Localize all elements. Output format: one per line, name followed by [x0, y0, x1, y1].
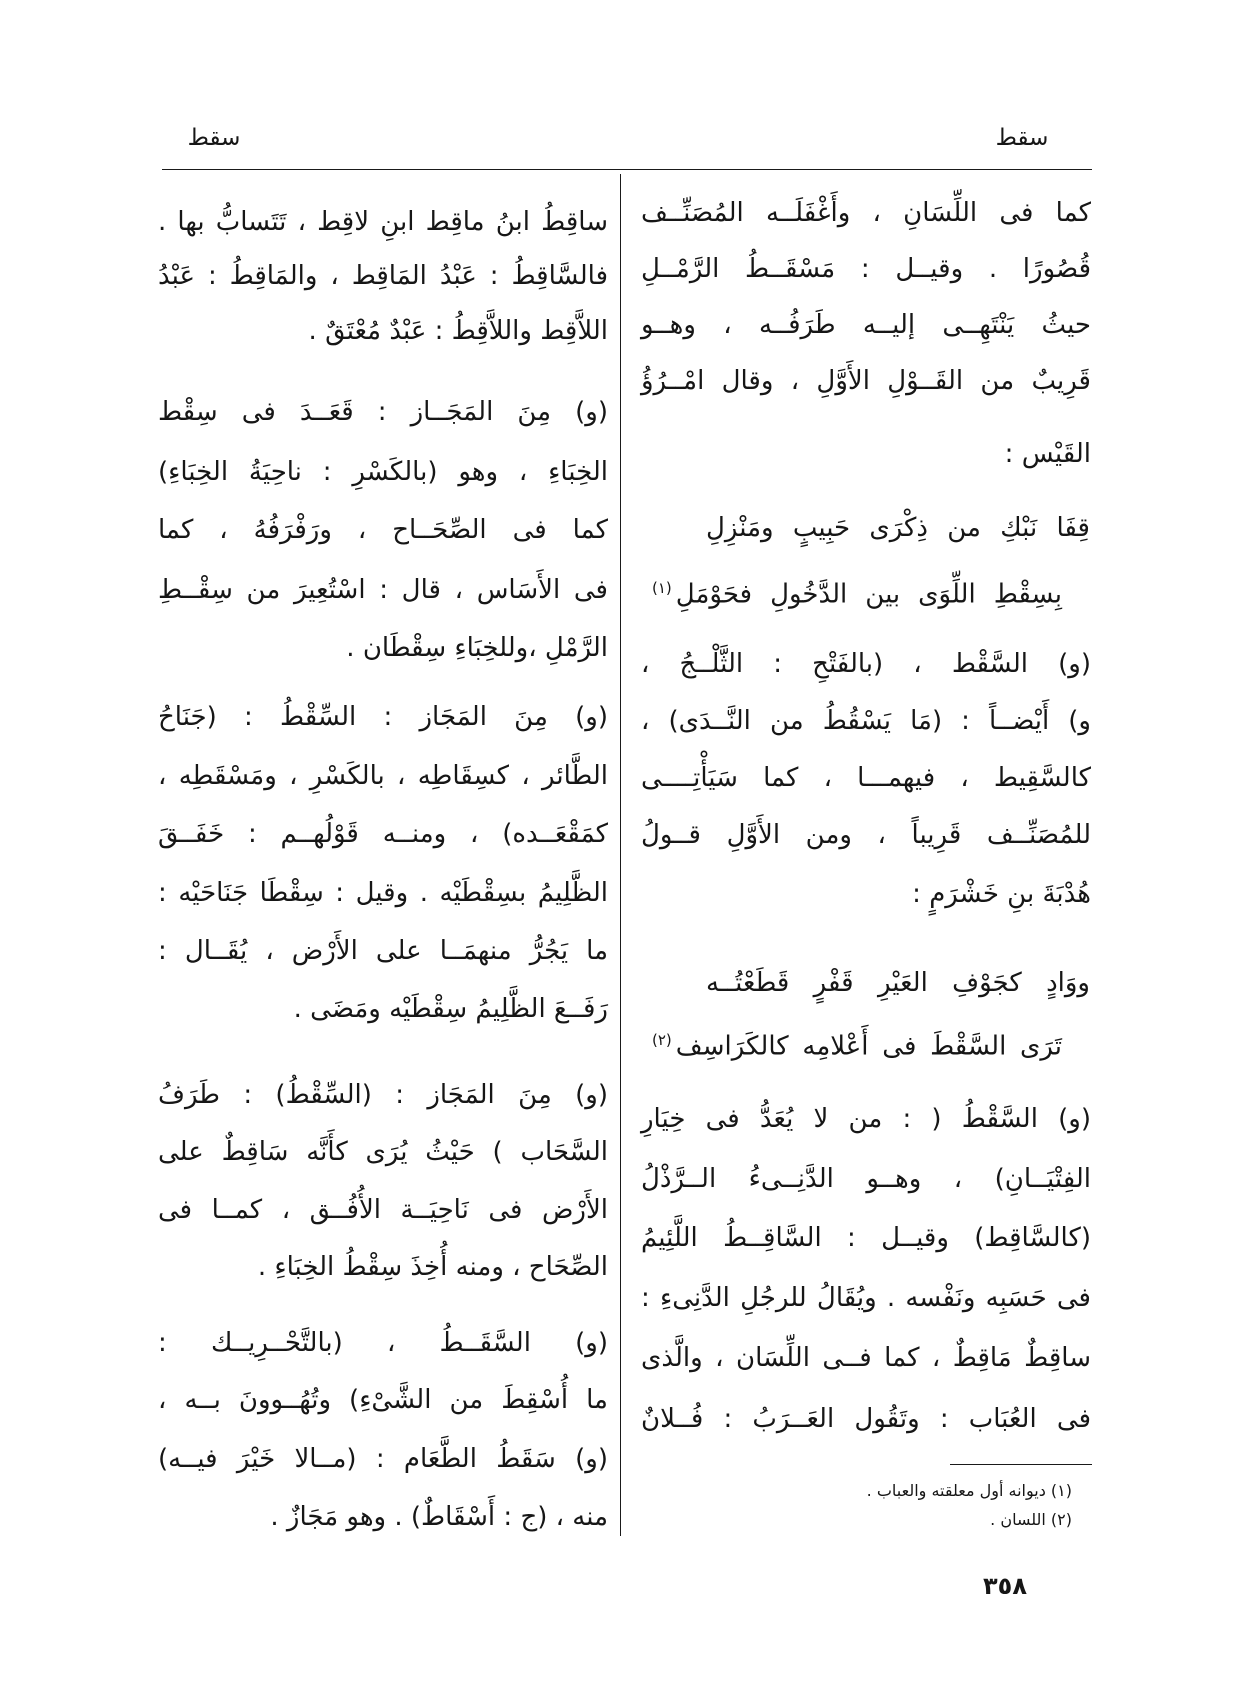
text-line: الصِّحَاح ، ومنه أُخِذَ سِقْطُ الخِبَاءِ . — [257, 1252, 608, 1282]
text-line: و) أَيْضــاً : (مَا يَسْقُطُ من النَّــدَى) ، — [641, 706, 1091, 736]
text-line: قُصُورًا . وقيــل : مَسْقَــطُ الرَّمْــلِ — [641, 254, 1091, 284]
text-line: ما أُسْقِطَ من الشَّىْءِ) وتُهُــوونَ بــه ، — [158, 1385, 608, 1415]
text-line: فالسَّاقِطُ : عَبْدُ المَاقِط ، والمَاقِطُ : عَبْدُ — [158, 261, 608, 291]
text-line: (و) مِنَ المَجَاز : (السِّقْطُ) : طَرَفُ — [158, 1080, 608, 1110]
text-line: (و) السَّقْطُ ( : من لا يُعَدُّ فى خِيَارِ — [641, 1104, 1091, 1134]
text-line: (و) مِنَ المَجَــاز : قَعَــدَ فى سِقْط — [158, 397, 608, 427]
text-line: ساقِطُ ابنُ ماقِط ابنِ لاقِط ، تَتَسابُّ بها . — [158, 207, 608, 237]
text-line: كمَقْعَــده) ، ومنــه قَوْلُهــم : خَفَــقَ — [158, 819, 608, 849]
text-line: القَيْس : — [1004, 439, 1091, 469]
text-line: الظَّلِيمُ بسِقْطَيْه . وقيل : سِقْطَا جَنَاحَيْه : — [158, 878, 608, 908]
text-line: فى حَسَبِه ونَفْسه . ويُقَالُ للرجُلِ الدَّنِىءِ : — [641, 1283, 1091, 1313]
text-line: السَّحَاب ) حَيْثُ يُرَى كأَنَّه سَاقِطٌ على — [158, 1137, 608, 1167]
text-line: ساقِطٌ مَاقِطٌ ، كما فــى اللِّسَان ، والَّذى — [641, 1343, 1091, 1373]
text-line: الفِتْيَــانِ) ، وهــو الدَّنِــىءُ الــرَّذْلُ — [641, 1164, 1091, 1194]
text-line: الرَّمْلِ ،وللخِبَاءِ سِقْطَان . — [346, 633, 608, 663]
text-line: كالسَّقِيط ، فيهمـــا ، كما سَيَأْتِــــى — [641, 763, 1091, 793]
text-line: (و) السَّقَــطُ ، (بالتَّحْــرِيــك : — [158, 1328, 608, 1358]
text-line: اللاَّقِط واللاَّقِطُ : عَبْدٌ مُعْتَقٌ . — [308, 316, 608, 346]
text-line: الأَرْض فى نَاحِيَــة الأُفُــق ، كمــا فى — [158, 1195, 608, 1225]
text-line: كما فى الصِّحَــاح ، ورَفْرَفُهُ ، كما — [158, 515, 608, 545]
footnote-marker: (٢) — [652, 1031, 672, 1049]
text-line: قَرِيبٌ من القَــوْلِ الأَوَّلِ ، وقال امْــرُؤُ — [641, 366, 1091, 396]
text-line: ما يَجُرُّ منهمَــا على الأَرْض ، يُقَــال : — [158, 936, 608, 966]
text-line: كما فى اللِّسَانِ ، وأَغْفَلَــه المُصَنِّــف — [641, 198, 1091, 228]
verse-hemistich-first: ووَادٍ كجَوْفِ العَيْرِ قَفْرٍ قَطَعْتُــه — [706, 968, 1090, 998]
verse-text: بِسِقْطِ اللِّوَى بين الدَّخُولِ فحَوْمَلِ — [675, 579, 1062, 610]
text-line: حيثُ يَنْتَهِــى إليــه طَرَفُــه ، وهــو — [641, 310, 1091, 340]
footnote-marker: (١) — [652, 579, 672, 597]
text-line: هُدْبَةَ بنِ خَشْرَمٍ : — [912, 879, 1091, 909]
text-line: للمُصَنِّــف قَرِيباً ، ومن الأَوَّلِ قــولُ — [641, 820, 1091, 850]
running-head-left: سقط — [187, 125, 241, 151]
text-line: فى الأَسَاس ، قال : اسْتُعِيرَ من سِقْــطِ — [158, 575, 608, 605]
text-line: (و) مِنَ المَجَاز : السِّقْطُ : (جَنَاحُ — [158, 702, 608, 732]
header-rule — [162, 169, 1092, 170]
text-line: فى العُبَاب : وتَقُول العَــرَبُ : فُــلانٌ — [641, 1404, 1091, 1434]
verse-hemistich-first: قِفَا نَبْكِ من ذِكْرَى حَبِيبٍ ومَنْزِلِ — [706, 513, 1090, 543]
page-number: ٣٥٨ — [983, 1572, 1027, 1600]
text-line: الخِبَاءِ ، وهو (بالكَسْرِ : ناحِيَةُ الخِبَاءِ) — [158, 457, 608, 487]
text-line: (كالسَّاقِط) وقيــل : السَّاقِــطُ اللَّئِيمُ — [641, 1223, 1091, 1253]
footnote-rule — [950, 1464, 1092, 1465]
verse-hemistich-second — [652, 560, 1062, 616]
text-line: الطَّائر ، كسِقَاطِه ، بالكَسْرِ ، ومَسْقَطِه ، — [158, 761, 608, 791]
text-line: رَفَــعَ الظَّلِيمُ سِقْطَيْه ومَضَى . — [293, 994, 608, 1024]
running-head-right: سقط — [995, 125, 1049, 151]
footnote: (٢) اللسان . — [990, 1510, 1072, 1529]
verse-hemistich-second — [652, 1012, 1062, 1068]
verse-text: تَرَى السَّقْطَ فى أَعْلامِه كالكَرَاسِف — [675, 1031, 1062, 1062]
column-divider — [620, 174, 621, 1536]
text-line: (و) سَقَطُ الطَّعَام : (مــالا خَيْرَ فيــه) — [158, 1444, 608, 1474]
footnote: (١) ديوانه أول معلقته والعباب . — [866, 1481, 1072, 1500]
text-line: (و) السَّقْط ، (بالفَتْحِ : الثَّلْــجُ ، — [641, 649, 1091, 679]
text-line: منه ، (ج : أَسْقَاطٌ) . وهو مَجَازٌ . — [270, 1502, 608, 1532]
